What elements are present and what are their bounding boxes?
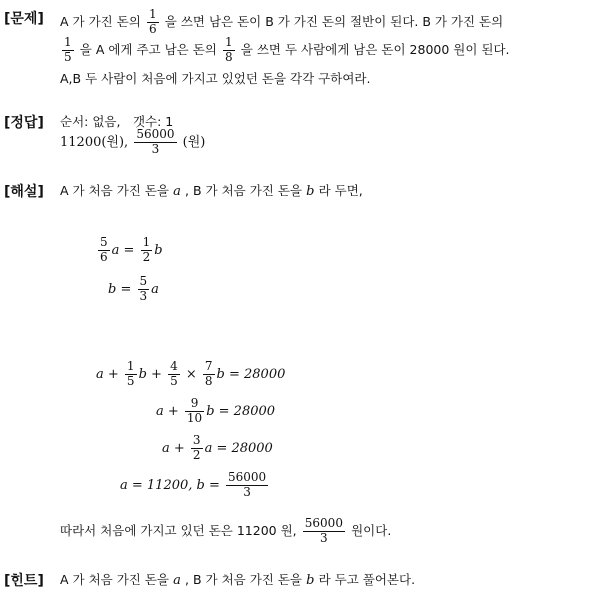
denominator: 8 [204,373,213,388]
equation-5 [162,434,273,463]
equation-2 [108,275,159,304]
numerator: 7 [204,359,213,373]
fraction [141,236,153,265]
answer-values [60,128,205,157]
problem-line-2 [60,36,510,65]
denominator: 10 [186,410,203,425]
numerator: 56000 [304,516,343,530]
problem-line-1 [60,8,503,37]
equation-text: a = [111,242,135,258]
equation-text: b [154,242,163,258]
problem-tag: [문제] [4,11,44,27]
numerator: 3 [192,433,201,447]
explanation-text: 원이다. [351,522,392,538]
fraction [147,8,159,37]
fraction [168,360,180,389]
variable-b: b [306,184,315,199]
numerator: 4 [170,359,178,373]
explanation-intro [60,181,363,199]
denominator: 6 [149,21,157,36]
numerator: 1 [149,7,157,21]
answer-value-a: 11200(원), [60,134,129,150]
denominator: 8 [225,49,233,64]
fraction [185,397,204,426]
numerator: 5 [139,274,148,288]
explanation-conclusion [60,517,391,546]
fraction [98,236,110,265]
problem-text: 을 A 에게 주고 남은 돈의 [79,41,217,57]
problem-text: A 가 가진 돈의 [60,13,141,29]
denominator: 3 [320,530,328,545]
numerator: 1 [225,35,233,49]
problem-line-3: A,B 두 사람이 처음에 가지고 있었던 돈을 각각 구하여라. [60,71,371,86]
fraction [125,360,137,389]
variable-b: b [306,573,315,588]
fraction [62,36,74,65]
problem-text: 을 쓰면 두 사람에게 남은 돈이 28000 원이 된다. [240,41,510,57]
numerator: 9 [185,397,204,412]
equation-4 [156,397,275,426]
equation-6 [120,471,270,500]
equation-text: b = 28000 [216,366,286,382]
denominator: 5 [126,373,135,388]
equation-text: a + [156,403,179,419]
problem-text: 을 쓰면 남은 돈이 B 가 가진 돈의 절반이 된다. B 가 가진 돈의 [164,13,504,29]
denominator: 2 [142,249,151,264]
fraction [138,275,150,304]
hint-text-line [60,570,415,588]
answer-order-count: 순서: 없음, 갯수: 1 [60,114,174,129]
hint-tag: [힌트] [4,573,44,589]
explanation-text: 따라서 처음에 가지고 있던 돈은 11200 원, [60,522,297,538]
hint-text: 라 두고 풀어본다. [318,572,416,587]
equation-text: a + [96,366,119,382]
denominator: 5 [170,373,178,388]
explanation-text: , B 가 처음 가진 돈을 [185,183,302,198]
numerator: 1 [64,35,72,49]
explanation-text: A 가 처음 가진 돈을 [60,183,169,198]
fraction [226,471,268,500]
fraction [223,36,235,65]
times-sign: × [185,366,197,382]
equation-text: b = [108,281,132,297]
denominator: 6 [100,249,108,264]
equation-text: a [151,281,159,297]
denominator: 2 [192,447,201,462]
explanation-tag: [해설] [4,184,44,200]
denominator: 5 [64,49,72,64]
numerator: 1 [142,235,151,249]
equation-text: a = 11200, b = [120,477,220,493]
numerator: 56000 [136,127,175,141]
equation-text: b = 28000 [206,403,276,419]
answer-unit: (원) [182,134,206,150]
equation-text: b + [138,366,162,382]
equation-text: a = 28000 [204,440,273,456]
numerator: 56000 [228,470,267,484]
fraction [191,434,203,463]
denominator: 3 [151,141,160,156]
equation-3 [96,360,285,389]
hint-text: , B 가 처음 가진 돈을 [185,572,302,587]
equation-text: a + [162,440,185,456]
fraction [303,517,345,546]
variable-a: a [173,184,181,199]
denominator: 3 [243,484,251,499]
fraction [134,128,176,157]
hint-text: A 가 처음 가진 돈을 [60,572,169,587]
equation-1 [96,236,163,265]
numerator: 5 [100,235,108,249]
answer-tag: [정답] [4,115,44,131]
variable-a: a [173,573,181,588]
explanation-text: 라 두면, [318,183,363,198]
numerator: 1 [126,359,135,373]
denominator: 3 [139,288,148,303]
fraction [203,360,215,389]
